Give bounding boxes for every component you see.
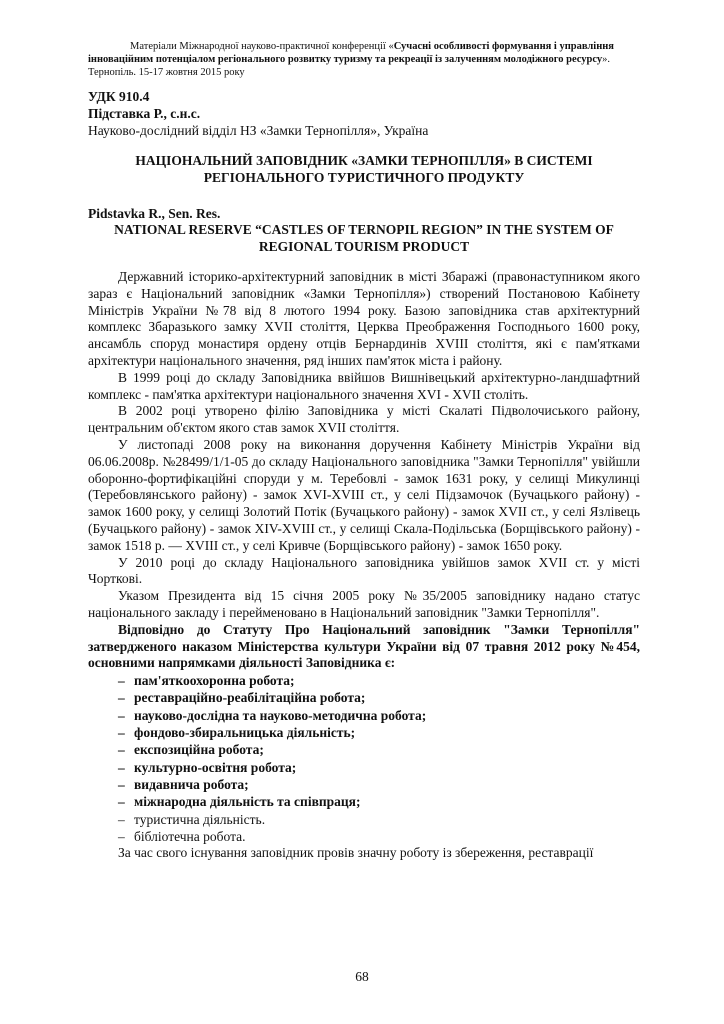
article-title-en: NATIONAL RESERVE “CASTLES OF TERNOPIL REGION” IN THE SYSTEM OF REGIONAL TOURISM PRODUCT	[114, 222, 614, 254]
list-item-text: бібліотечна робота.	[134, 828, 246, 844]
list-item	[88, 828, 640, 845]
dash-marker: –	[118, 707, 125, 723]
paragraph: У 2010 році до складу Національного заповідника увійшов замок XVII ст. у місті Чорткові.	[88, 554, 640, 587]
header-title-part2: інноваційним потенціалом регіонального розвитку туризму та рекреації із залученням молодіжного ресурсу	[88, 54, 603, 65]
paragraph: За час свого існування заповідник провів значну роботу із збереження, реставрації	[118, 845, 594, 861]
dash-marker: –	[118, 811, 125, 827]
list-item	[88, 672, 640, 689]
list-item-text: реставраційно-реабілітаційна робота;	[134, 690, 366, 706]
dash-marker: –	[118, 828, 125, 844]
activity-list	[88, 672, 640, 845]
page-number: 68	[355, 969, 369, 984]
dash-marker: –	[118, 794, 125, 810]
affiliation: Науково-дослідний відділ НЗ «Замки Тернопілля», Україна	[88, 123, 429, 138]
list-item	[88, 741, 640, 758]
list-item-text: культурно-освітня робота;	[134, 759, 297, 775]
author-en: Pidstavka R., Sen. Res.	[88, 206, 221, 221]
header-title-part1: Сучасні особливості формування і управління	[393, 41, 614, 52]
paragraph: В 1999 році до складу Заповідника ввійшов Вишнівецький архітектурно-ландшафтний комплекс - пам'ятка архітектури національного значення XVI - XVII століть.	[88, 369, 640, 402]
list-item-text: міжнародна діяльність та співпраця;	[134, 794, 361, 810]
list-item-text: експозиційна робота;	[134, 742, 264, 758]
dash-marker: –	[118, 690, 125, 706]
paragraph: Указом Президента від 15 січня 2005 року №35/2005 заповіднику надано статус національного закладу і перейменовано в Національний заповідник "Замки Тернопілля".	[88, 588, 640, 620]
paragraph: Державний історико-архітектурний заповідник в місті Збаражі (правонаступником якого зараз є Національний заповідник «Замки Тернопілля») створений Постановою Кабінету Міністрів України №78 від 8 лютого 1994 року. Базою заповідника став архітектурний комплекс Збаразького замку XVII століття, Церква Преображення Господнього 1600 року, ансамбль споруд монастиря ордену отців Бернардинів XVIII століття, які є пам'ятками архітектури національного значення, ряд інших пам'яток міста і району.	[88, 269, 640, 368]
list-item	[88, 724, 640, 741]
dash-marker: –	[118, 759, 125, 775]
header-place-date: Тернопіль. 15-17 жовтня 2015 року	[88, 67, 245, 78]
list-item-text: туристична діяльність.	[134, 811, 266, 827]
list-item-text: науково-дослідна та науково-методична робота;	[134, 707, 427, 723]
list-item-text: пам'яткоохоронна робота;	[134, 673, 295, 689]
article-body	[88, 269, 640, 862]
paragraph: В 2002 році утворено філію Заповідника у місті Скалаті Підволочиського району, центральним об'єктом якого став замок XVII століття.	[88, 403, 640, 436]
list-item	[88, 793, 640, 810]
dash-marker: –	[118, 742, 125, 758]
paragraph: У листопаді 2008 року на виконання доручення Кабінету Міністрів України від 06.06.2008р. №28499/1/1-05 до складу Національного заповідника "Замки Тернопілля" увійшли оборонно-фортифікаційні споруди у м. Теребовлі - замок 1631 року, у селищі Микулинці (Теребовлянського району) - замок XVI-XVIII ст., у селі Підзамочок (Бучацького району) - замок 1600 року, у селищі Золотий Потік (Бучацького району) - замок XVII ст., у селі Язлівець (Бучацького району) - замок XIV-XVIII ст., у селищі Скала-Подільська (Борщівського району) - замок 1518 р. — XVIII ст., у селі Кривче (Борщівського району) - замок 1650 року.	[88, 436, 640, 553]
list-item	[88, 811, 640, 828]
list-item-text: фондово-збиральницька діяльність;	[134, 725, 356, 741]
header-prefix: Матеріали Міжнародної науково-практичної конференції «	[130, 41, 394, 52]
conference-header	[88, 40, 648, 79]
list-item	[88, 776, 640, 793]
list-item-text: видавнича робота;	[134, 776, 249, 792]
dash-marker: –	[118, 776, 125, 792]
dash-marker: –	[118, 725, 125, 741]
header-suffix: ».	[602, 54, 610, 65]
author-ua: Підставка Р., с.н.с.	[88, 106, 201, 121]
article-title-ua: НАЦІОНАЛЬНИЙ ЗАПОВІДНИК «ЗАМКИ ТЕРНОПІЛЛЯ» В СИСТЕМІ РЕГІОНАЛЬНОГО ТУРИСТИЧНОГО ПРОДУКТУ	[135, 153, 593, 185]
dash-marker: –	[118, 673, 125, 689]
udc-code: УДК 910.4	[88, 89, 150, 104]
list-item	[88, 689, 640, 706]
list-item	[88, 707, 640, 724]
list-item	[88, 759, 640, 776]
statute-paragraph: Відповідно до Статуту Про Національний заповідник "Замки Тернопілля" затвердженого наказом Міністерства культури України від 07 травня 2012 року №454, основними напрямками діяльності Заповідника є:	[88, 621, 640, 671]
